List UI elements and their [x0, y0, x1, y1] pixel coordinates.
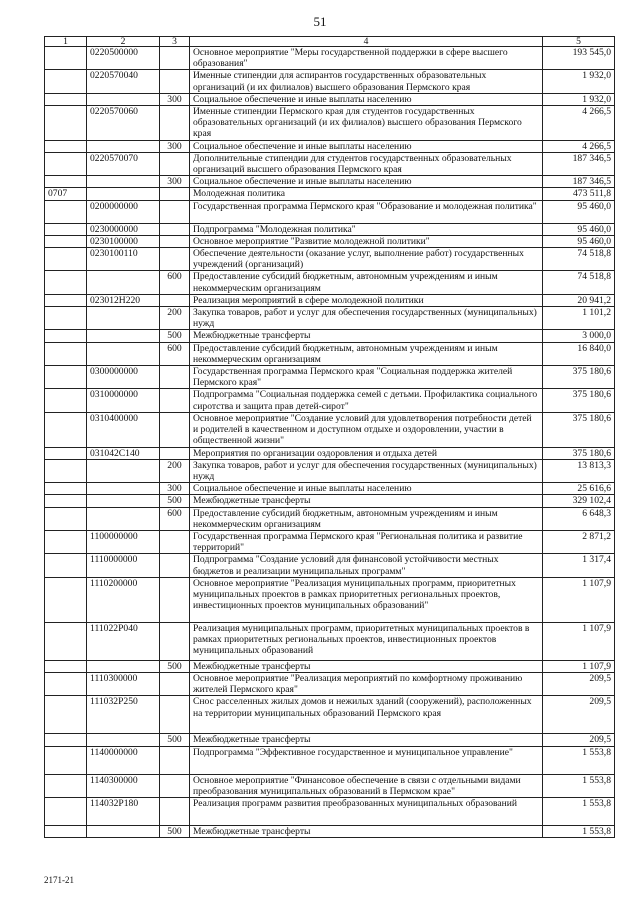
target-article-cell: 0220570040 — [87, 70, 160, 93]
budget-table — [44, 36, 615, 838]
section-code-cell — [45, 797, 87, 825]
amount-cell: 74 518,8 — [543, 271, 615, 294]
table-row — [45, 389, 615, 412]
amount-cell: 20 941,2 — [543, 294, 615, 306]
amount-cell: 1 553,8 — [543, 774, 615, 797]
target-article-cell — [87, 342, 160, 365]
section-code-cell — [45, 696, 87, 734]
section-code-cell — [45, 342, 87, 365]
column-header-1: 1 — [45, 37, 87, 47]
section-code-cell — [45, 746, 87, 774]
target-article-cell — [87, 307, 160, 330]
expense-type-cell: 500 — [160, 330, 190, 342]
column-header-4: 4 — [190, 37, 543, 47]
column-header-5: 5 — [543, 37, 615, 47]
amount-cell: 209,5 — [543, 672, 615, 695]
table-row — [45, 774, 615, 797]
section-code-cell — [45, 554, 87, 577]
target-article-cell: 0310000000 — [87, 389, 160, 412]
section-code-cell — [45, 294, 87, 306]
target-article-cell: 111032Р250 — [87, 696, 160, 734]
section-code-cell — [45, 176, 87, 188]
amount-cell: 3 000,0 — [543, 330, 615, 342]
target-article-cell: 0230100000 — [87, 235, 160, 247]
item-name-cell: Закупка товаров, работ и услуг для обеспечения государственных (муниципальных) нужд — [190, 459, 543, 482]
amount-cell: 375 180,6 — [543, 389, 615, 412]
item-name-cell: Социальное обеспечение и иные выплаты населению — [190, 93, 543, 105]
amount-cell: 95 460,0 — [543, 200, 615, 223]
section-code-cell — [45, 47, 87, 70]
section-code-cell — [45, 577, 87, 622]
target-article-cell: 0310400000 — [87, 412, 160, 447]
target-article-cell — [87, 459, 160, 482]
item-name-cell: Социальное обеспечение и иные выплаты населению — [190, 140, 543, 152]
expense-type-cell — [160, 554, 190, 577]
item-name-cell: Реализация муниципальных программ, приоритетных муниципальных проектов в рамках приоритетных региональных проектов, инвестиционных проектов муниципальных образований — [190, 622, 543, 660]
section-code-cell — [45, 307, 87, 330]
item-name-cell: Предоставление субсидий бюджетным, автономным учреждениям и иным некоммерческим организациям — [190, 342, 543, 365]
item-name-cell: Подпрограмма "Молодежная политика" — [190, 223, 543, 235]
target-article-cell — [87, 507, 160, 530]
amount-cell: 473 511,8 — [543, 188, 615, 200]
item-name-cell: Предоставление субсидий бюджетным, автономным учреждениям и иным некоммерческим организациям — [190, 507, 543, 530]
section-code-cell — [45, 447, 87, 459]
item-name-cell: Социальное обеспечение и иные выплаты населению — [190, 176, 543, 188]
table-row — [45, 577, 615, 622]
expense-type-cell: 500 — [160, 825, 190, 837]
section-code-cell — [45, 412, 87, 447]
section-code-cell — [45, 70, 87, 93]
table-row — [45, 200, 615, 223]
expense-type-cell — [160, 622, 190, 660]
table-row — [45, 366, 615, 389]
table-row — [45, 507, 615, 530]
amount-cell: 1 107,9 — [543, 577, 615, 622]
amount-cell: 6 648,3 — [543, 507, 615, 530]
item-name-cell: Обеспечение деятельности (оказание услуг, выполнение работ) государственных учреждений (организаций) — [190, 248, 543, 271]
table-row — [45, 223, 615, 235]
amount-cell: 187 346,5 — [543, 176, 615, 188]
expense-type-cell: 500 — [160, 660, 190, 672]
expense-type-cell — [160, 577, 190, 622]
expense-type-cell — [160, 188, 190, 200]
expense-type-cell — [160, 235, 190, 247]
table-row — [45, 307, 615, 330]
expense-type-cell: 600 — [160, 507, 190, 530]
item-name-cell: Именные стипендии Пермского края для студентов государственных образовательных организаций (и их филиалов) высшего образования Пермского края — [190, 106, 543, 141]
target-article-cell: 1110200000 — [87, 577, 160, 622]
target-article-cell: 023012Н220 — [87, 294, 160, 306]
table-row — [45, 330, 615, 342]
table-row — [45, 235, 615, 247]
section-code-cell — [45, 660, 87, 672]
amount-cell: 25 616,6 — [543, 483, 615, 495]
target-article-cell: 1110300000 — [87, 672, 160, 695]
table-row — [45, 622, 615, 660]
section-code-cell — [45, 330, 87, 342]
amount-cell: 375 180,6 — [543, 447, 615, 459]
item-name-cell: Межбюджетные трансферты — [190, 495, 543, 507]
expense-type-cell: 300 — [160, 140, 190, 152]
table-row — [45, 152, 615, 175]
amount-cell: 187 346,5 — [543, 152, 615, 175]
amount-cell: 1 553,8 — [543, 746, 615, 774]
section-code-cell — [45, 366, 87, 389]
table-row — [45, 483, 615, 495]
target-article-cell: 031042С140 — [87, 447, 160, 459]
item-name-cell: Мероприятия по организации оздоровления и отдыха детей — [190, 447, 543, 459]
target-article-cell: 0300000000 — [87, 366, 160, 389]
item-name-cell: Реализация программ развития преобразованных муниципальных образований — [190, 797, 543, 825]
amount-cell: 1 553,8 — [543, 825, 615, 837]
column-header-3: 3 — [160, 37, 190, 47]
item-name-cell: Именные стипендии для аспирантов государственных образовательных организаций (и их филиалов) высшего образования Пермского края — [190, 70, 543, 93]
target-article-cell: 1100000000 — [87, 530, 160, 553]
target-article-cell — [87, 825, 160, 837]
item-name-cell: Предоставление субсидий бюджетным, автономным учреждениям и иным некоммерческим организациям — [190, 271, 543, 294]
item-name-cell: Межбюджетные трансферты — [190, 660, 543, 672]
item-name-cell: Межбюджетные трансферты — [190, 734, 543, 746]
target-article-cell: 0220570060 — [87, 106, 160, 141]
item-name-cell: Подпрограмма "Создание условий для финансовой устойчивости местных бюджетов и реализации муниципальных программ" — [190, 554, 543, 577]
expense-type-cell — [160, 696, 190, 734]
item-name-cell: Снос расселенных жилых домов и нежилых зданий (сооружений), расположенных на территории муниципальных образований Пермского края — [190, 696, 543, 734]
expense-type-cell — [160, 530, 190, 553]
amount-cell: 13 813,3 — [543, 459, 615, 482]
amount-cell: 329 102,4 — [543, 495, 615, 507]
target-article-cell: 0220570070 — [87, 152, 160, 175]
table-row — [45, 248, 615, 271]
amount-cell: 209,5 — [543, 734, 615, 746]
target-article-cell: 114032Р180 — [87, 797, 160, 825]
table-row — [45, 672, 615, 695]
section-code-cell — [45, 825, 87, 837]
expense-type-cell: 500 — [160, 734, 190, 746]
expense-type-cell — [160, 672, 190, 695]
expense-type-cell — [160, 223, 190, 235]
header-row — [45, 37, 615, 47]
expense-type-cell — [160, 412, 190, 447]
table-body — [45, 47, 615, 838]
table-row — [45, 825, 615, 837]
amount-cell: 95 460,0 — [543, 223, 615, 235]
expense-type-cell: 200 — [160, 459, 190, 482]
expense-type-cell — [160, 774, 190, 797]
section-code-cell — [45, 235, 87, 247]
table-row — [45, 140, 615, 152]
section-code-cell — [45, 389, 87, 412]
target-article-cell — [87, 495, 160, 507]
expense-type-cell: 300 — [160, 176, 190, 188]
target-article-cell — [87, 176, 160, 188]
expense-type-cell — [160, 47, 190, 70]
expense-type-cell: 500 — [160, 495, 190, 507]
section-code-cell — [45, 672, 87, 695]
expense-type-cell: 300 — [160, 483, 190, 495]
item-name-cell: Подпрограмма "Эффективное государственное и муниципальное управление" — [190, 746, 543, 774]
table-row — [45, 342, 615, 365]
target-article-cell — [87, 734, 160, 746]
section-code-cell — [45, 483, 87, 495]
amount-cell: 209,5 — [543, 696, 615, 734]
item-name-cell: Социальное обеспечение и иные выплаты населению — [190, 483, 543, 495]
amount-cell: 4 266,5 — [543, 106, 615, 141]
item-name-cell: Молодежная политика — [190, 188, 543, 200]
item-name-cell: Межбюджетные трансферты — [190, 330, 543, 342]
table-row — [45, 746, 615, 774]
section-code-cell — [45, 152, 87, 175]
amount-cell: 375 180,6 — [543, 412, 615, 447]
table-row — [45, 696, 615, 734]
section-code-cell — [45, 734, 87, 746]
target-article-cell — [87, 483, 160, 495]
amount-cell: 193 545,0 — [543, 47, 615, 70]
expense-type-cell — [160, 389, 190, 412]
section-code-cell: 0707 — [45, 188, 87, 200]
item-name-cell: Закупка товаров, работ и услуг для обеспечения государственных (муниципальных) нужд — [190, 307, 543, 330]
target-article-cell: 0200000000 — [87, 200, 160, 223]
amount-cell: 74 518,8 — [543, 248, 615, 271]
table-row — [45, 70, 615, 93]
section-code-cell — [45, 495, 87, 507]
target-article-cell — [87, 93, 160, 105]
target-article-cell — [87, 330, 160, 342]
item-name-cell: Межбюджетные трансферты — [190, 825, 543, 837]
section-code-cell — [45, 530, 87, 553]
expense-type-cell — [160, 366, 190, 389]
section-code-cell — [45, 622, 87, 660]
column-header-2: 2 — [87, 37, 160, 47]
target-article-cell: 1140300000 — [87, 774, 160, 797]
amount-cell: 375 180,6 — [543, 366, 615, 389]
amount-cell: 1 932,0 — [543, 70, 615, 93]
expense-type-cell: 600 — [160, 271, 190, 294]
section-code-cell — [45, 507, 87, 530]
section-code-cell — [45, 106, 87, 141]
item-name-cell: Государственная программа Пермского края "Социальная поддержка жителей Пермского края" — [190, 366, 543, 389]
item-name-cell: Основное мероприятие "Развитие молодежной политики" — [190, 235, 543, 247]
table-row — [45, 93, 615, 105]
expense-type-cell: 200 — [160, 307, 190, 330]
section-code-cell — [45, 140, 87, 152]
document-code: 2171-21 — [44, 875, 74, 885]
table-row — [45, 459, 615, 482]
item-name-cell: Основное мероприятие "Меры государственной поддержки в сфере высшего образования" — [190, 47, 543, 70]
item-name-cell: Государственная программа Пермского края "Региональная политика и развитие территорий" — [190, 530, 543, 553]
table-row — [45, 447, 615, 459]
amount-cell: 16 840,0 — [543, 342, 615, 365]
table-row — [45, 47, 615, 70]
item-name-cell: Подпрограмма "Социальная поддержка семей с детьми. Профилактика социального сиротства и защита прав детей-сирот" — [190, 389, 543, 412]
target-article-cell — [87, 140, 160, 152]
expense-type-cell: 600 — [160, 342, 190, 365]
table-row — [45, 271, 615, 294]
item-name-cell: Государственная программа Пермского края "Образование и молодежная политика" — [190, 200, 543, 223]
amount-cell: 4 266,5 — [543, 140, 615, 152]
expense-type-cell — [160, 248, 190, 271]
expense-type-cell — [160, 447, 190, 459]
expense-type-cell — [160, 294, 190, 306]
table-row — [45, 294, 615, 306]
target-article-cell — [87, 188, 160, 200]
table-row — [45, 530, 615, 553]
table-row — [45, 495, 615, 507]
target-article-cell — [87, 660, 160, 672]
section-code-cell — [45, 271, 87, 294]
table-row — [45, 412, 615, 447]
expense-type-cell — [160, 70, 190, 93]
target-article-cell: 111022Р040 — [87, 622, 160, 660]
table-row — [45, 106, 615, 141]
table-row — [45, 797, 615, 825]
table-row — [45, 188, 615, 200]
section-code-cell — [45, 200, 87, 223]
amount-cell: 1 101,2 — [543, 307, 615, 330]
table-row — [45, 554, 615, 577]
target-article-cell: 0220500000 — [87, 47, 160, 70]
expense-type-cell: 300 — [160, 93, 190, 105]
table-row — [45, 176, 615, 188]
amount-cell: 1 107,9 — [543, 622, 615, 660]
table-row — [45, 734, 615, 746]
table-row — [45, 660, 615, 672]
section-code-cell — [45, 223, 87, 235]
page-number: 51 — [313, 14, 327, 29]
section-code-cell — [45, 248, 87, 271]
target-article-cell: 0230000000 — [87, 223, 160, 235]
amount-cell: 1 932,0 — [543, 93, 615, 105]
item-name-cell: Дополнительные стипендии для студентов государственных образовательных организаций высшего образования Пермского края — [190, 152, 543, 175]
target-article-cell: 1110000000 — [87, 554, 160, 577]
amount-cell: 1 317,4 — [543, 554, 615, 577]
expense-type-cell — [160, 152, 190, 175]
amount-cell: 95 460,0 — [543, 235, 615, 247]
expense-type-cell — [160, 200, 190, 223]
expense-type-cell — [160, 106, 190, 141]
section-code-cell — [45, 459, 87, 482]
item-name-cell: Основное мероприятие "Реализация мероприятий по комфортному проживанию жителей Пермского края" — [190, 672, 543, 695]
expense-type-cell — [160, 746, 190, 774]
expense-type-cell — [160, 797, 190, 825]
target-article-cell — [87, 271, 160, 294]
item-name-cell: Основное мероприятие "Реализация муниципальных программ, приоритетных муниципальных проектов в рамках приоритетных региональных проектов, инвестиционных проектов муниципальных образований" — [190, 577, 543, 622]
item-name-cell: Основное мероприятие "Финансовое обеспечение в связи с отдельными видами преобразования муниципальных образований в Пермском крае" — [190, 774, 543, 797]
amount-cell: 1 553,8 — [543, 797, 615, 825]
amount-cell: 2 871,2 — [543, 530, 615, 553]
item-name-cell: Реализация мероприятий в сфере молодежной политики — [190, 294, 543, 306]
section-code-cell — [45, 774, 87, 797]
section-code-cell — [45, 93, 87, 105]
amount-cell: 1 107,9 — [543, 660, 615, 672]
target-article-cell: 1140000000 — [87, 746, 160, 774]
item-name-cell: Основное мероприятие "Создание условий для удовлетворения потребности детей и родителей в качественном и доступном отдыхе и оздоровлении, участии в общественной жизни" — [190, 412, 543, 447]
target-article-cell: 0230100110 — [87, 248, 160, 271]
